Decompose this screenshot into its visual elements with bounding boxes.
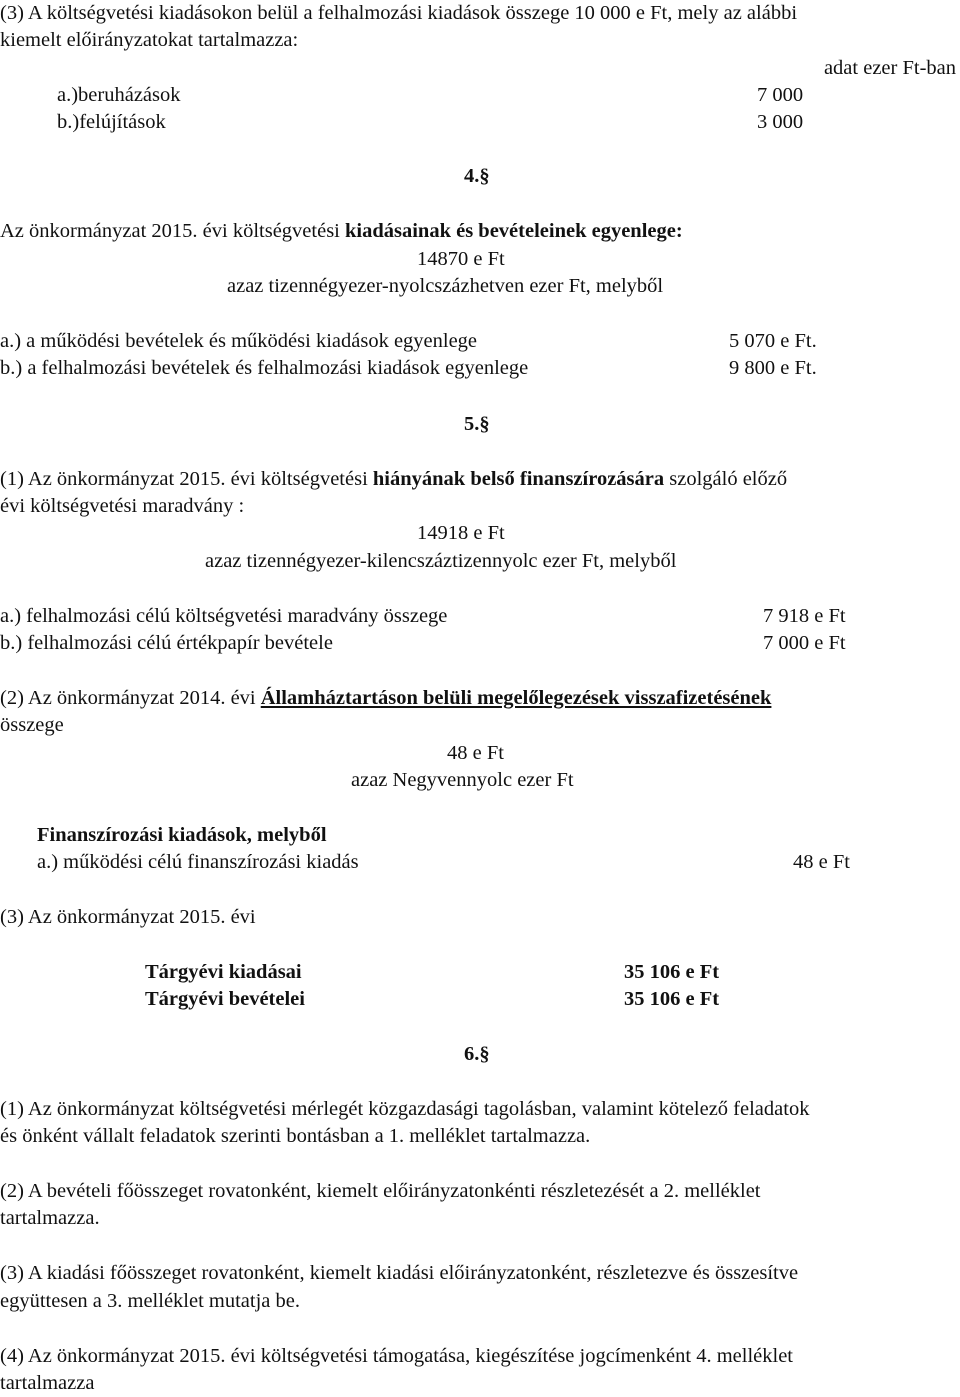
item-value: 3 000	[757, 111, 804, 133]
unit-note: adat ezer Ft-ban	[823, 57, 956, 79]
item-value: 48 e Ft	[793, 851, 850, 873]
paragraph-line: együttesen a 3. melléklet mutatja be.	[0, 1290, 300, 1312]
item-label: b.)felújítások	[57, 111, 166, 133]
section-heading: 4.§	[464, 165, 490, 187]
paragraph-line: (3) A költségvetési kiadásokon belül a felhalmozási kiadások összege 10 000 e Ft, mely az alábbi	[0, 2, 798, 24]
amount-words: azaz tizennégyezer-kilencszáztizennyolc ezer Ft, melyből	[205, 550, 677, 572]
paragraph-line: évi költségvetési maradvány :	[0, 495, 245, 517]
paragraph-line: (3) A kiadási főösszeget rovatonként, kiemelt kiadási előirányzatonként, részletezve és összesítve	[0, 1262, 799, 1284]
section-heading: 5.§	[464, 413, 490, 435]
total-value: 35 106 e Ft	[624, 961, 720, 983]
paragraph-line: kiemelt előirányzatokat tartalmazza:	[0, 29, 299, 51]
item-label: a.) a működési bevételek és működési kiadások egyenlege	[0, 330, 478, 352]
text-run-bold: hiányának belső finanszírozására	[372, 468, 665, 490]
item-label: b.) a felhalmozási bevételek és felhalmozási kiadások egyenlege	[0, 357, 529, 379]
paragraph-line: (1) Az önkormányzat költségvetési mérlegét közgazdasági tagolásban, valamint kötelező feladatok	[0, 1098, 810, 1120]
item-label: a.) működési célú finanszírozási kiadás	[37, 851, 359, 873]
text-run: Az önkormányzat 2015. évi költségvetési	[0, 220, 345, 242]
item-value: 7 000	[757, 84, 804, 106]
paragraph-line	[0, 685, 958, 712]
paragraph-line: tartalmazza.	[0, 1207, 100, 1229]
section-heading: 6.§	[464, 1043, 490, 1065]
subheading: Finanszírozási kiadások, melyből	[37, 824, 327, 846]
paragraph-line	[0, 466, 958, 493]
text-run-bold: kiadásainak és bevételeinek egyenlege:	[345, 220, 683, 242]
item-label: a.)beruházások	[57, 84, 181, 106]
paragraph-line: és önként vállalt feladatok szerinti bontásban a 1. melléklet tartalmazza.	[0, 1125, 591, 1147]
amount-words: azaz tizennégyezer-nyolcszázhetven ezer Ft, melyből	[227, 275, 664, 297]
item-label: a.) felhalmozási célú költségvetési maradvány összege	[0, 605, 448, 627]
paragraph-line: tartalmazza	[0, 1372, 95, 1394]
total-value: 35 106 e Ft	[624, 988, 720, 1010]
amount: 14870 e Ft	[417, 248, 505, 270]
item-value: 5 070 e Ft.	[729, 330, 817, 352]
text-run: (1) Az önkormányzat 2015. évi költségvetési	[0, 468, 373, 490]
text-run: szolgáló előző	[664, 468, 788, 490]
item-value: 9 800 e Ft.	[729, 357, 817, 379]
amount: 14918 e Ft	[417, 522, 505, 544]
paragraph-line	[0, 218, 683, 245]
text-run-bold: Államháztartáson belüli megelőlegezések visszafizetésének	[260, 687, 772, 709]
total-label: Tárgyévi bevételei	[145, 988, 305, 1010]
item-value: 7 918 e Ft	[763, 605, 846, 627]
paragraph-line: (4) Az önkormányzat 2015. évi költségvetési támogatása, kiegészítése jogcímenként 4. melléklet	[0, 1345, 793, 1367]
total-label: Tárgyévi kiadásai	[145, 961, 302, 983]
item-value: 7 000 e Ft	[763, 632, 846, 654]
amount-words: azaz Negyvennyolc ezer Ft	[351, 769, 574, 791]
text-run: (2) Az önkormányzat 2014. évi	[0, 687, 261, 709]
paragraph-line: összege	[0, 714, 64, 736]
item-label: b.) felhalmozási célú értékpapír bevétele	[0, 632, 333, 654]
paragraph-line: (2) A bevételi főösszeget rovatonként, kiemelt előirányzatonkénti részletezését a 2. melléklet	[0, 1180, 761, 1202]
amount: 48 e Ft	[447, 742, 504, 764]
paragraph-line: (3) Az önkormányzat 2015. évi	[0, 906, 256, 928]
